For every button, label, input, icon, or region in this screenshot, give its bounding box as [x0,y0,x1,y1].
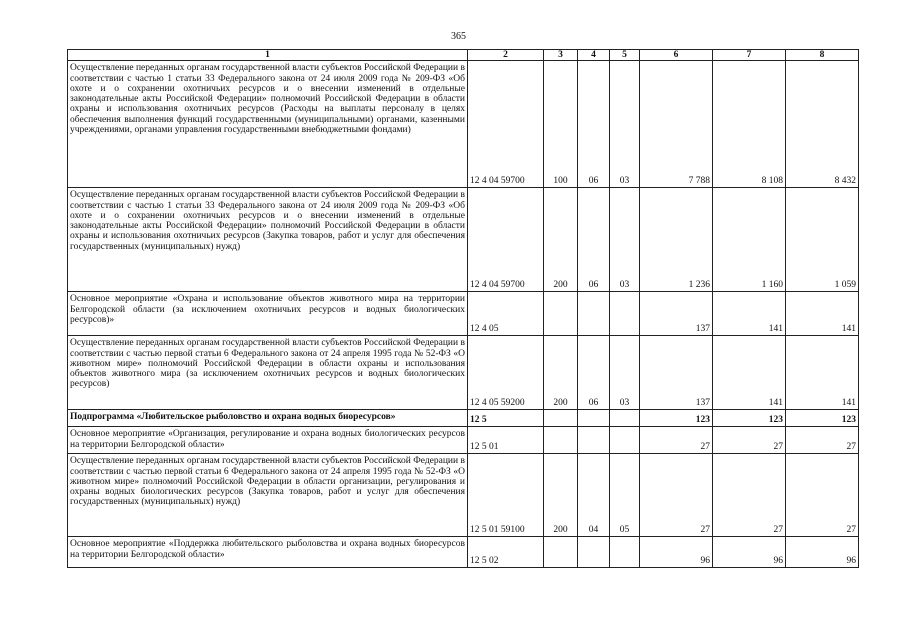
section-cell: 04 [578,454,610,537]
table-row [68,427,859,454]
budget-table [67,49,859,568]
section-cell: 06 [578,61,610,188]
section-cell [578,537,610,568]
code-cell: 12 5 01 [468,427,544,454]
table-row [68,454,859,537]
page-number: 365 [451,31,466,42]
code-cell: 12 4 04 59700 [468,188,544,292]
subsection-cell: 05 [610,454,640,537]
description-cell: Осуществление переданных органам государственной власти субъектов Российской Федерации в соответствии с частью первой статьи 6 Федерального закона от 24 апреля 1995 года № 52-ФЗ «О животном мире» полномочий Российской Федерации в области организации, регулирования и охраны водных биологических ресурсов (Закупка товаров, работ и услуг для обеспечения государственных (муниципальных) нужд) [68,454,468,537]
code-cell: 12 4 05 [468,292,544,336]
description-cell: Подпрограмма «Любительское рыболовство и охрана водных биоресурсов» [68,410,468,427]
subsection-cell [610,410,640,427]
description-cell: Основное мероприятие «Организация, регулирование и охрана водных биологических ресурсов на территории Белгородской области» [68,427,468,454]
code-cell: 12 5 01 59100 [468,454,544,537]
table-row [68,188,859,292]
subsection-cell [610,292,640,336]
amount-year2-cell: 123 [713,410,786,427]
amount-year1-cell: 96 [640,537,713,568]
column-header: 6 [640,50,713,61]
subsection-cell: 03 [610,336,640,410]
description-cell: Осуществление переданных органам государственной власти субъектов Российской Федерации в соответствии с частью 1 статьи 33 Федерального закона от 24 июля 2009 года № 209-ФЗ «Об охоте и о сохранении охотничьих ресурсов и о внесении изменений в отдельные законодательные акты Российской Федерации» полномочий Российской Федерации в области охраны и использования охотничьих ресурсов (Расходы на выплаты персоналу в целях обеспечения выполнения функций государственными (муниципальными) органами, казенными учреждениями, органами управления государственными внебюджетными фондами) [68,61,468,188]
amount-year3-cell: 1 059 [786,188,859,292]
section-cell [578,427,610,454]
expense-type-cell [544,427,578,454]
subsection-cell [610,537,640,568]
column-header: 5 [610,50,640,61]
table-row [68,61,859,188]
expense-type-cell: 100 [544,61,578,188]
table-row [68,410,859,427]
column-header: 8 [786,50,859,61]
code-cell: 12 5 02 [468,537,544,568]
section-cell [578,292,610,336]
subsection-cell: 03 [610,61,640,188]
column-header: 7 [713,50,786,61]
amount-year3-cell: 141 [786,292,859,336]
description-cell: Осуществление переданных органам государственной власти субъектов Российской Федерации в соответствии с частью 1 статьи 33 Федерального закона от 24 июля 2009 года № 209-ФЗ «Об охоте и о сохранении охотничьих ресурсов и о внесении изменений в отдельные законодательные акты Российской Федерации» полномочий Российской Федерации в области охраны и использования охотничьих ресурсов (Закупка товаров, работ и услуг для обеспечения государственных (муниципальных) нужд) [68,188,468,292]
expense-type-cell: 200 [544,336,578,410]
amount-year3-cell: 27 [786,427,859,454]
amount-year1-cell: 137 [640,292,713,336]
amount-year1-cell: 123 [640,410,713,427]
amount-year2-cell: 8 108 [713,61,786,188]
column-header: 3 [544,50,578,61]
section-cell [578,410,610,427]
column-header: 1 [68,50,468,61]
amount-year1-cell: 27 [640,454,713,537]
amount-year2-cell: 96 [713,537,786,568]
amount-year2-cell: 1 160 [713,188,786,292]
amount-year2-cell: 141 [713,292,786,336]
code-cell: 12 4 05 59200 [468,336,544,410]
amount-year3-cell: 8 432 [786,61,859,188]
subsection-cell [610,427,640,454]
amount-year1-cell: 7 788 [640,61,713,188]
description-cell: Основное мероприятие «Поддержка любительского рыболовства и охрана водных биоресурсов на территории Белгородской области» [68,537,468,568]
amount-year3-cell: 141 [786,336,859,410]
code-cell: 12 4 04 59700 [468,61,544,188]
amount-year3-cell: 27 [786,454,859,537]
amount-year2-cell: 141 [713,336,786,410]
amount-year1-cell: 27 [640,427,713,454]
code-cell: 12 5 [468,410,544,427]
section-cell: 06 [578,188,610,292]
table-row [68,336,859,410]
amount-year1-cell: 137 [640,336,713,410]
subsection-cell: 03 [610,188,640,292]
expense-type-cell [544,537,578,568]
table-row [68,537,859,568]
expense-type-cell [544,292,578,336]
section-cell: 06 [578,336,610,410]
column-header: 4 [578,50,610,61]
expense-type-cell [544,410,578,427]
expense-type-cell: 200 [544,454,578,537]
amount-year2-cell: 27 [713,427,786,454]
amount-year2-cell: 27 [713,454,786,537]
amount-year3-cell: 123 [786,410,859,427]
amount-year3-cell: 96 [786,537,859,568]
description-cell: Основное мероприятие «Охрана и использование объектов животного мира на территории Белгородской области (за исключением охотничьих ресурсов и водных биологических ресурсов)» [68,292,468,336]
column-header: 2 [468,50,544,61]
table-row [68,292,859,336]
amount-year1-cell: 1 236 [640,188,713,292]
header-row [68,50,859,61]
expense-type-cell: 200 [544,188,578,292]
description-cell: Осуществление переданных органам государственной власти субъектов Российской Федерации в соответствии с частью первой статьи 6 Федерального закона от 24 апреля 1995 года № 52-ФЗ «О животном мире» полномочий Российской Федерации в области охраны и использования объектов животного мира (за исключением охотничьих ресурсов и водных биологических ресурсов) [68,336,468,410]
